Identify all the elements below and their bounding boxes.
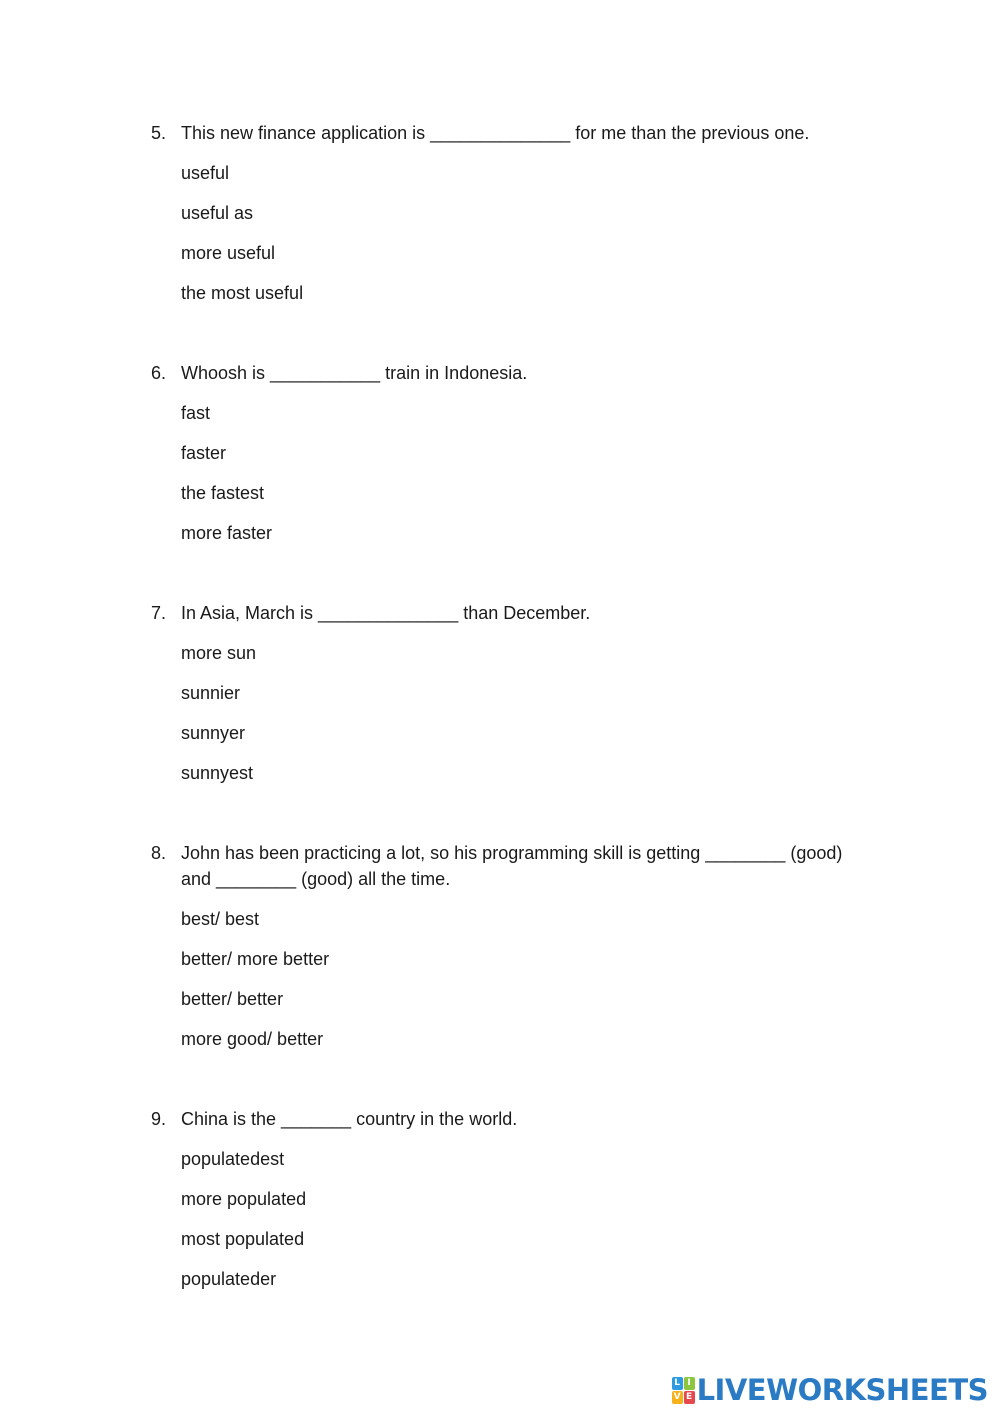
answer-option[interactable]: the most useful bbox=[181, 283, 304, 303]
question-5 bbox=[151, 120, 871, 320]
answer-option[interactable]: better/ better bbox=[181, 989, 284, 1009]
logo-letter: L bbox=[672, 1377, 683, 1390]
question-6 bbox=[151, 360, 871, 560]
answer-options bbox=[181, 906, 871, 1052]
question-stem bbox=[151, 840, 871, 892]
answer-option[interactable]: best/ best bbox=[181, 909, 260, 929]
logo-letter: E bbox=[684, 1391, 695, 1404]
answer-option[interactable]: more populated bbox=[181, 1189, 307, 1209]
answer-option[interactable]: sunnier bbox=[181, 683, 241, 703]
liveworksheets-logo-icon bbox=[672, 1377, 695, 1404]
logo-letter: V bbox=[672, 1391, 683, 1404]
answer-option[interactable]: sunnyer bbox=[181, 723, 246, 743]
answer-option[interactable]: more sun bbox=[181, 643, 257, 663]
answer-options bbox=[181, 400, 871, 546]
answer-option[interactable]: more good/ better bbox=[181, 1029, 324, 1049]
question-text: Whoosh is ___________ train in Indonesia. bbox=[181, 363, 528, 383]
answer-option[interactable]: fast bbox=[181, 403, 211, 423]
question-text: In Asia, March is ______________ than December. bbox=[181, 603, 591, 623]
answer-option[interactable]: more useful bbox=[181, 243, 276, 263]
question-stem bbox=[151, 120, 871, 146]
question-stem bbox=[151, 1106, 871, 1132]
logo-letter: I bbox=[684, 1377, 695, 1390]
question-stem bbox=[151, 360, 871, 386]
question-number: 5. bbox=[151, 123, 167, 143]
answer-options bbox=[181, 1146, 871, 1292]
answer-option[interactable]: sunnyest bbox=[181, 763, 254, 783]
brand-name: LIVEWORKSHEETS bbox=[696, 1373, 988, 1407]
question-number: 6. bbox=[151, 363, 167, 383]
answer-option[interactable]: more faster bbox=[181, 523, 273, 543]
answer-option[interactable]: the fastest bbox=[181, 483, 265, 503]
question-text: John has been practicing a lot, so his programming skill is getting ________ (good) and ________ (good) all the time. bbox=[181, 843, 843, 889]
answer-option[interactable]: better/ more better bbox=[181, 949, 330, 969]
question-8 bbox=[151, 840, 871, 1066]
question-9 bbox=[151, 1106, 871, 1306]
answer-option[interactable]: useful bbox=[181, 163, 230, 183]
answer-option[interactable]: faster bbox=[181, 443, 227, 463]
question-number: 9. bbox=[151, 1109, 167, 1129]
answer-options bbox=[181, 640, 871, 786]
question-number: 8. bbox=[151, 843, 167, 863]
answer-options bbox=[181, 160, 871, 306]
answer-option[interactable]: most populated bbox=[181, 1229, 305, 1249]
answer-option[interactable]: populateder bbox=[181, 1269, 277, 1289]
question-number: 7. bbox=[151, 603, 167, 623]
question-stem bbox=[151, 600, 871, 626]
answer-option[interactable]: populatedest bbox=[181, 1149, 285, 1169]
answer-option[interactable]: useful as bbox=[181, 203, 254, 223]
question-text: This new finance application is ______________ for me than the previous one. bbox=[181, 123, 810, 143]
question-text: China is the _______ country in the world. bbox=[181, 1109, 518, 1129]
liveworksheets-brand bbox=[672, 1374, 988, 1406]
question-7 bbox=[151, 600, 871, 800]
